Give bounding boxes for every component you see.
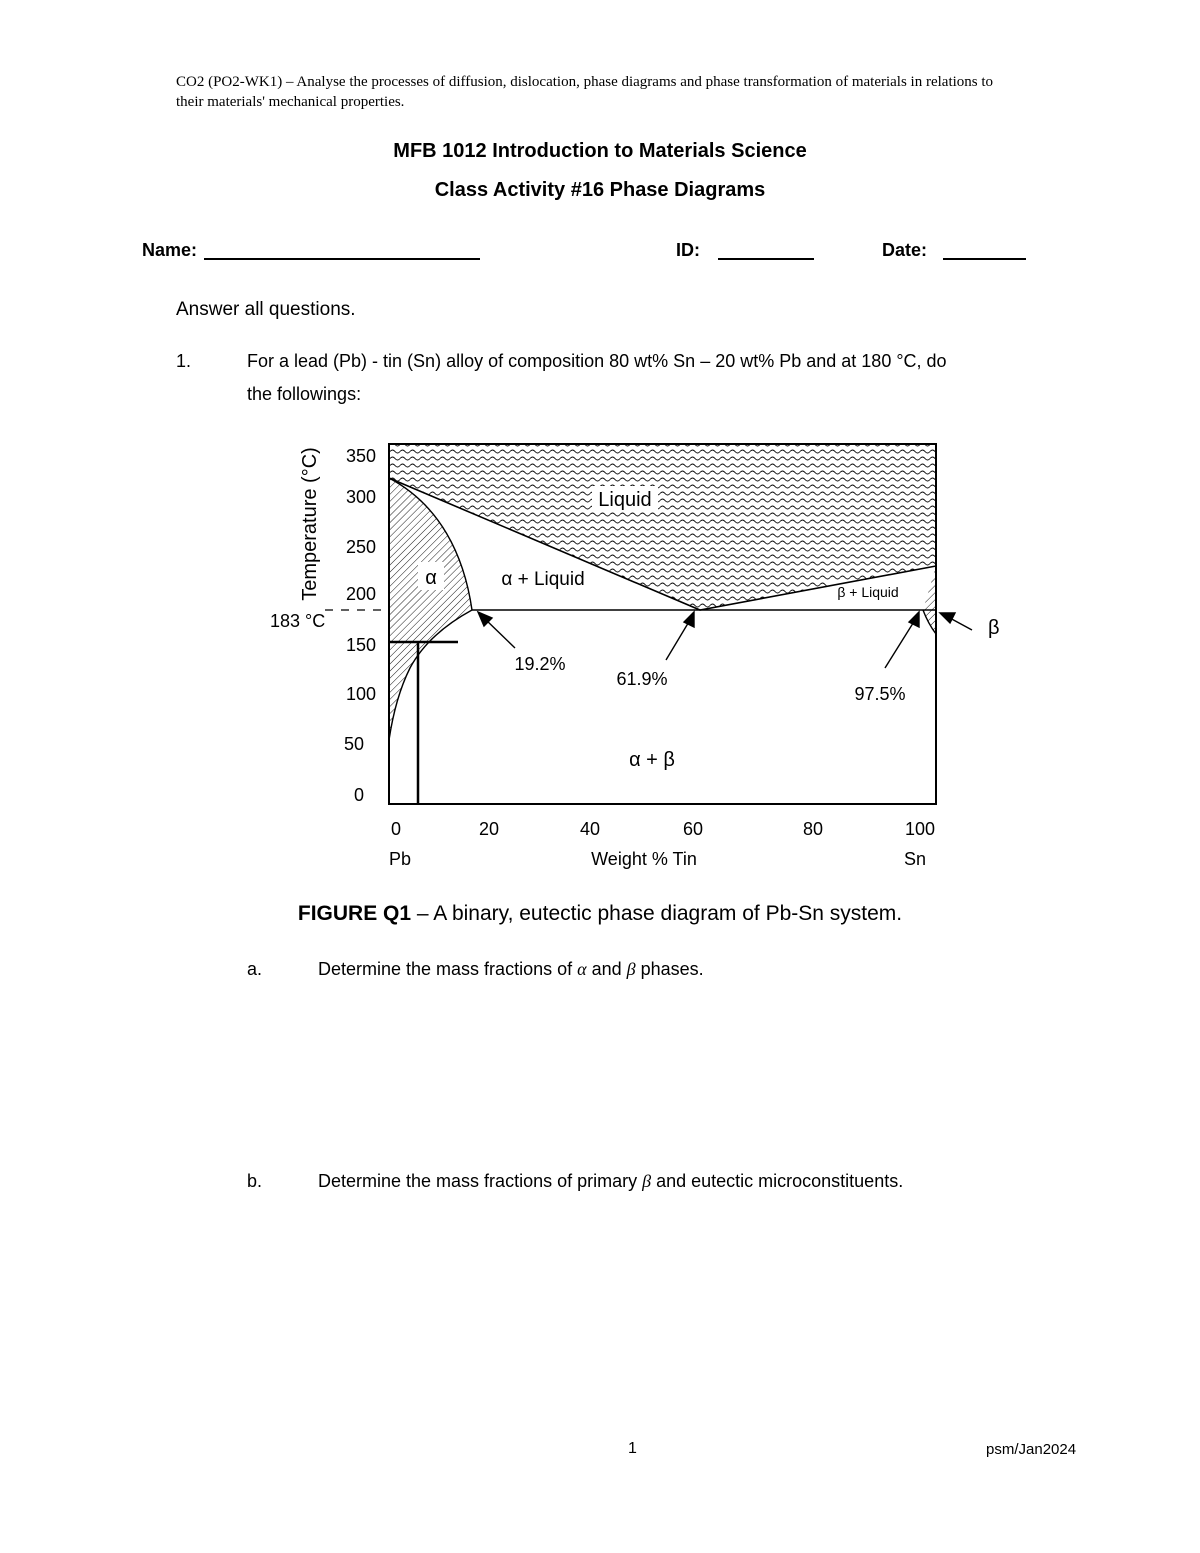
x-end-sn: Sn (904, 849, 927, 869)
part-b-pre: Determine the mass fractions of primary (318, 1171, 643, 1191)
y-tick-150: 150 (345, 635, 376, 655)
y-tick-100: 100 (345, 684, 376, 704)
x-tick-20: 20 (478, 819, 500, 839)
y-tick-50: 50 (343, 734, 364, 754)
x-tick-0: 0 (390, 819, 402, 839)
x-tick-60: 60 (682, 819, 704, 839)
question-number: 1. (176, 351, 192, 371)
part-a-beta: β (626, 959, 636, 979)
x-tick-100: 100 (904, 819, 936, 839)
part-a-text (318, 959, 704, 980)
question-text-line1: For a lead (Pb) - tin (Sn) alloy of composition 80 wt% Sn – 20 wt% Pb and at 180 °C, do (247, 351, 947, 371)
id-label: ID: (676, 240, 700, 260)
part-b-beta: β (642, 1171, 652, 1191)
x-axis-label: Weight % Tin (591, 849, 697, 869)
y-tick-0: 0 (353, 785, 364, 805)
activity-title: Class Activity #16 Phase Diagrams (434, 179, 766, 201)
y-axis-label: Temperature (°C) (299, 447, 321, 601)
region-beta: β (988, 617, 1000, 639)
eutectic-temp-label: 183 °C (270, 611, 326, 631)
footer-code: psm/Jan2024 (986, 1441, 1077, 1458)
y-tick-200: 200 (345, 584, 376, 604)
point-beta-label: 97.5% (854, 684, 906, 704)
figure-caption-label: FIGURE Q1 (297, 902, 412, 925)
region-alpha: α (425, 567, 437, 589)
course-outcome: CO2 (PO2-WK1) – Analyse the processes of diffusion, dislocation, phase diagrams and phase transformation of materials in relations to their materials' mechanical properties. (176, 74, 994, 110)
instructions: Answer all questions. (176, 299, 356, 320)
region-alpha-liquid: α + Liquid (501, 569, 585, 590)
page-number: 1 (628, 1440, 637, 1457)
part-b-text (318, 1171, 903, 1192)
name-label: Name: (142, 240, 198, 260)
x-end-pb: Pb (389, 849, 412, 869)
part-a-and: and (586, 959, 627, 979)
date-label: Date: (882, 240, 928, 260)
figure-caption (0, 902, 1200, 926)
part-a-pre: Determine the mass fractions of (318, 959, 578, 979)
x-ticks (391, 819, 935, 839)
point-alpha-label: 19.2% (514, 654, 566, 674)
y-tick-250: 250 (345, 537, 376, 557)
region-liquid: Liquid (598, 489, 652, 511)
alpha-region (389, 478, 472, 740)
region-alpha-beta: α + β (629, 749, 675, 771)
question-text-line2: the followings: (247, 384, 362, 404)
part-a-post: phases. (635, 959, 704, 979)
part-b-post: and eutectic microconstituents. (651, 1171, 904, 1191)
y-tick-350: 350 (345, 446, 376, 466)
y-tick-300: 300 (345, 487, 376, 507)
region-beta-liquid: β + Liquid (837, 584, 899, 600)
course-title: MFB 1012 Introduction to Materials Science (393, 140, 807, 162)
x-tick-40: 40 (579, 819, 601, 839)
part-a-alpha: α (577, 959, 587, 979)
figure-caption-text: – A binary, eutectic phase diagram of Pb-Sn system. (411, 902, 903, 925)
x-tick-80: 80 (802, 819, 824, 839)
part-a-label: a. (247, 959, 263, 979)
part-b-label: b. (247, 1171, 263, 1191)
y-ticks (344, 446, 376, 805)
point-eutectic-label: 61.9% (616, 669, 668, 689)
